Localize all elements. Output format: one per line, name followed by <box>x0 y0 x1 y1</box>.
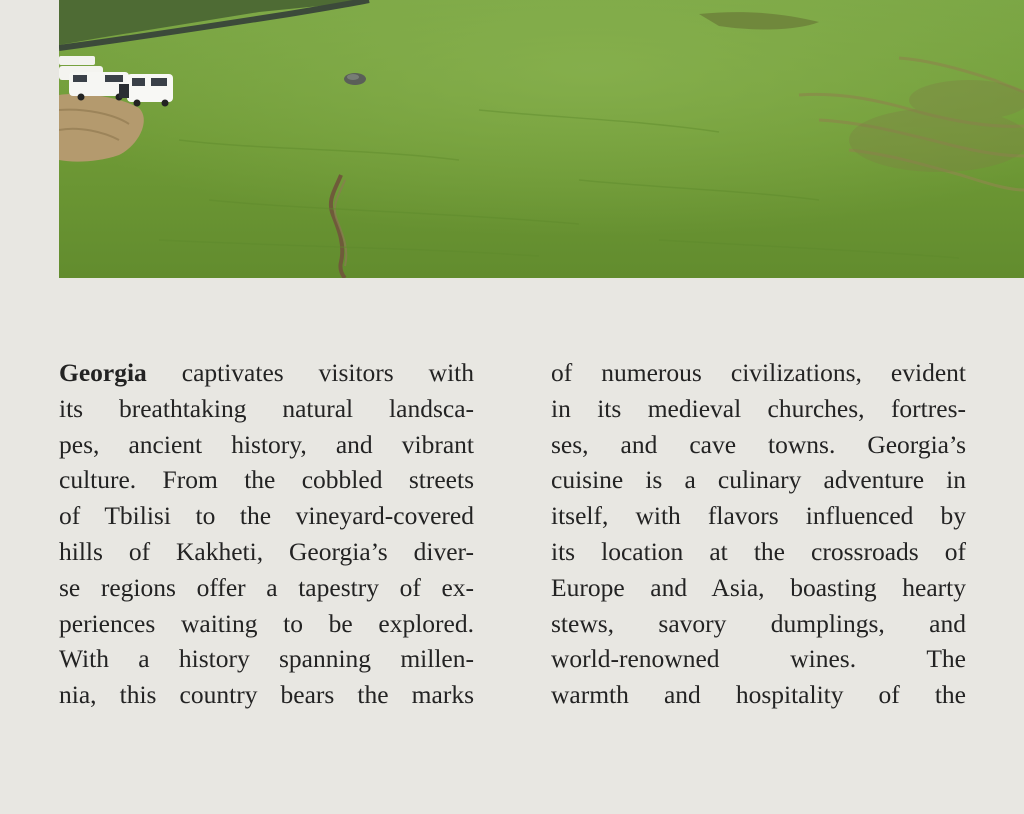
text-line: se regions offer a tapestry of ex- <box>59 572 474 602</box>
text-line: stews, savory dumplings, and <box>551 608 966 638</box>
text-line: With a history spanning millen- <box>59 644 474 674</box>
text-line: Georgia captivates visitors with <box>59 358 474 387</box>
text-line: its location at the crossroads of <box>551 536 966 566</box>
text-line: Europe and Asia, boasting hearty <box>551 572 966 602</box>
mountain-meadow-photo-icon <box>59 0 1024 278</box>
text-line: in its medieval churches, fortres- <box>551 393 966 423</box>
text-line: hills of Kakheti, Georgia’s diver- <box>59 536 474 566</box>
text-line: itself, with flavors influenced by <box>551 501 966 531</box>
text-line: culture. From the cobbled streets <box>59 465 474 495</box>
text-line: world-renowned wines. The <box>551 644 966 674</box>
lead-word: Georgia <box>59 358 147 387</box>
text-line: cuisine is a culinary adventure in <box>551 465 966 495</box>
text-line: warmth and hospitality of the <box>551 680 966 710</box>
text-line: pes, ancient history, and vibrant <box>59 429 474 459</box>
article-column-right <box>551 355 966 713</box>
text-line: nia, this country bears the marks <box>59 680 474 710</box>
hero-photo <box>59 0 1024 278</box>
text-line: of Tbilisi to the vineyard-covered <box>59 501 474 531</box>
text-line: of numerous civilizations, evident <box>551 358 966 387</box>
article-column-left <box>59 355 474 713</box>
text-line: periences waiting to be explored. <box>59 608 474 638</box>
text-line: ses, and cave towns. Georgia’s <box>551 429 966 459</box>
text-line: its breathtaking natural landsca- <box>59 393 474 423</box>
